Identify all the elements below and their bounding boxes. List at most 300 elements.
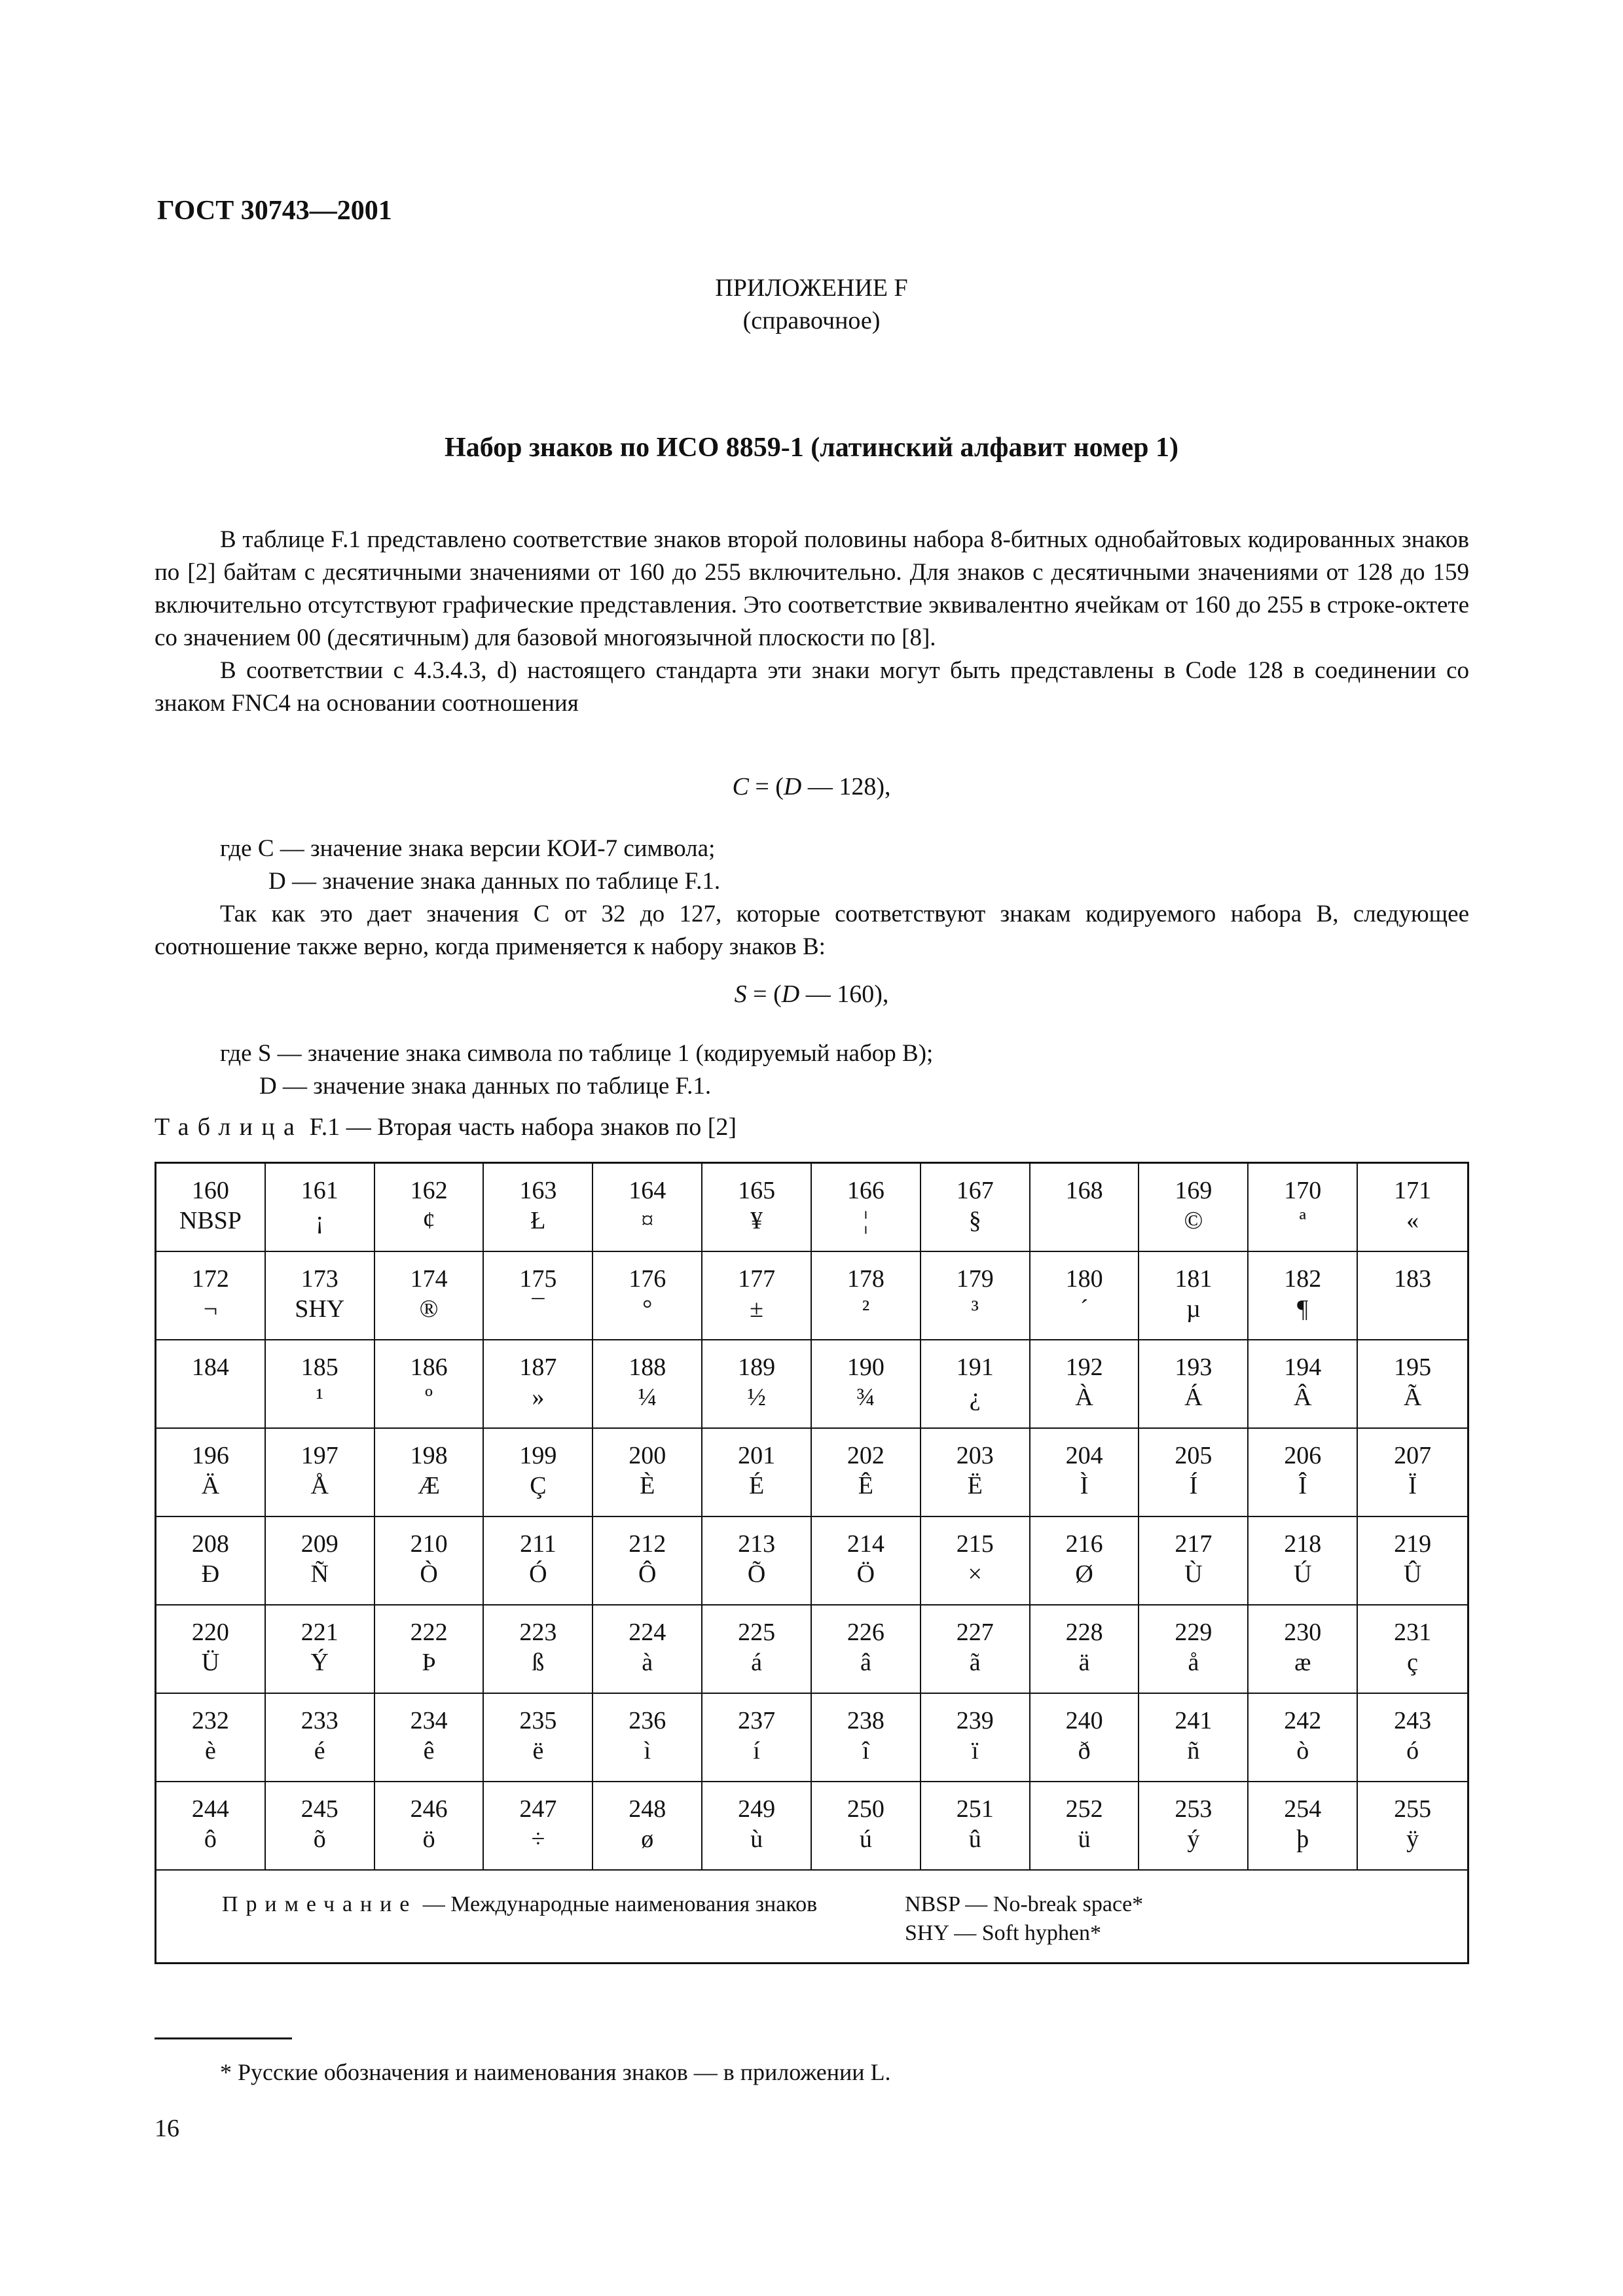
- cell-code: 230: [1284, 1619, 1322, 1646]
- cell-code: 167: [956, 1177, 994, 1204]
- table-cell: [1249, 1782, 1358, 1871]
- table-cell: [1249, 1429, 1358, 1517]
- formula-s-var: D: [781, 980, 800, 1008]
- table-cell: [266, 1782, 375, 1871]
- page-number: 16: [155, 2115, 179, 2142]
- cell-glyph: Ý: [310, 1649, 329, 1676]
- table-cell: [1249, 1605, 1358, 1694]
- table-cell: [484, 1517, 593, 1605]
- cell-glyph: ª: [1299, 1207, 1306, 1234]
- cell-glyph: Û: [1403, 1560, 1422, 1588]
- cell-glyph: ê: [423, 1737, 435, 1765]
- cell-code: 161: [301, 1177, 338, 1204]
- cell-code: 247: [519, 1795, 557, 1823]
- cell-glyph: ý: [1187, 1825, 1200, 1853]
- table-cell: [484, 1429, 593, 1517]
- cell-glyph: ì: [644, 1737, 651, 1765]
- cell-glyph: â: [860, 1649, 871, 1676]
- table-cell: [1139, 1694, 1249, 1782]
- formula-c-var: D: [783, 773, 802, 800]
- cell-glyph: Ì: [1080, 1472, 1089, 1499]
- table-cell: [812, 1782, 921, 1871]
- formula-s: [0, 980, 1623, 1009]
- cell-code: 244: [191, 1795, 229, 1823]
- cell-code: 245: [301, 1795, 338, 1823]
- cell-code: 191: [956, 1354, 994, 1381]
- table-cell: [266, 1694, 375, 1782]
- cell-glyph: Ú: [1294, 1560, 1312, 1588]
- table-cell: [484, 1782, 593, 1871]
- table-cell: [1249, 1164, 1358, 1252]
- table-cell: [1139, 1429, 1249, 1517]
- cell-glyph: é: [314, 1737, 325, 1765]
- cell-code: 168: [1065, 1177, 1103, 1204]
- table-cell: [156, 1252, 266, 1340]
- intro-text: [155, 524, 1469, 720]
- cell-glyph: Å: [310, 1472, 329, 1499]
- table-cell: [1139, 1164, 1249, 1252]
- table-cell: [484, 1694, 593, 1782]
- table-cell: [1030, 1252, 1140, 1340]
- table-cell: [156, 1782, 266, 1871]
- table-cell: [375, 1252, 484, 1340]
- table-cell: [593, 1605, 702, 1694]
- cell-glyph: ¿: [969, 1384, 981, 1411]
- table-cell: [812, 1605, 921, 1694]
- table-cell: [593, 1517, 702, 1605]
- table-cell: [1249, 1252, 1358, 1340]
- note-lines: [905, 1890, 1143, 1948]
- cell-glyph: ë: [532, 1737, 544, 1765]
- table-cell: [1139, 1517, 1249, 1605]
- table-cell: [921, 1694, 1030, 1782]
- cell-glyph: Ô: [638, 1560, 657, 1588]
- table-cell: [1139, 1340, 1249, 1429]
- cell-glyph: ¡: [315, 1207, 324, 1234]
- cell-code: 223: [519, 1619, 557, 1646]
- paragraph-3: Так как это дает значения С от 32 до 127, которые соответствуют знакам кодируемого набора В, следующее соотношение также верно, когда применяется к набору знаков В:: [155, 901, 1469, 960]
- table-cell: [1030, 1164, 1140, 1252]
- table-cell: [266, 1340, 375, 1429]
- table-cell: [156, 1340, 266, 1429]
- footnote: * Русские обозначения и наименования знаков — в приложении L.: [220, 2059, 891, 2085]
- table-cell: [812, 1517, 921, 1605]
- table-cell: [921, 1164, 1030, 1252]
- cell-glyph: ÷: [531, 1825, 545, 1853]
- cell-code: 242: [1284, 1707, 1322, 1734]
- table-cell: [266, 1164, 375, 1252]
- cell-code: 229: [1175, 1619, 1213, 1646]
- cell-code: 171: [1394, 1177, 1432, 1204]
- cell-code: 170: [1284, 1177, 1322, 1204]
- cell-glyph: Ó: [529, 1560, 547, 1588]
- definition-d-2: D — значение знака данных по таблице F.1.: [259, 1073, 712, 1100]
- table-cell: [375, 1694, 484, 1782]
- table-cell: [156, 1694, 266, 1782]
- cell-glyph: Ë: [967, 1472, 983, 1499]
- cell-code: 213: [738, 1530, 776, 1558]
- cell-code: 200: [629, 1442, 666, 1469]
- cell-glyph: ð: [1078, 1737, 1091, 1765]
- table-cell: [484, 1164, 593, 1252]
- cell-code: 185: [301, 1354, 338, 1381]
- table-cell: [921, 1429, 1030, 1517]
- cell-glyph: Ï: [1408, 1472, 1417, 1499]
- table-cell: [1030, 1782, 1140, 1871]
- cell-glyph: «: [1406, 1207, 1419, 1234]
- cell-code: 221: [301, 1619, 338, 1646]
- cell-code: 214: [847, 1530, 884, 1558]
- cell-glyph: è: [204, 1737, 216, 1765]
- cell-glyph: ¢: [422, 1207, 435, 1234]
- cell-glyph: ç: [1407, 1649, 1418, 1676]
- cell-glyph: ¾: [856, 1384, 875, 1411]
- cell-code: 195: [1394, 1354, 1432, 1381]
- table-cell: [1358, 1782, 1467, 1871]
- cell-code: 196: [191, 1442, 229, 1469]
- cell-code: 186: [410, 1354, 448, 1381]
- appendix-subtitle: (справочное): [742, 307, 881, 334]
- cell-code: 199: [519, 1442, 557, 1469]
- definition-d-1: D — значение знака данных по таблице F.1.: [268, 868, 721, 895]
- cell-code: 176: [629, 1265, 666, 1293]
- cell-code: 209: [301, 1530, 338, 1558]
- cell-glyph: Â: [1294, 1384, 1312, 1411]
- cell-glyph: ×: [968, 1560, 982, 1588]
- table-cell: [266, 1517, 375, 1605]
- cell-code: 224: [629, 1619, 666, 1646]
- cell-glyph: Æ: [418, 1472, 440, 1499]
- cell-code: 233: [301, 1707, 338, 1734]
- table-cell: [702, 1429, 812, 1517]
- cell-glyph: ´: [1080, 1295, 1089, 1323]
- cell-glyph: û: [968, 1825, 981, 1853]
- cell-glyph: ©: [1184, 1207, 1203, 1234]
- cell-code: 181: [1175, 1265, 1213, 1293]
- table-cell: [1249, 1517, 1358, 1605]
- formula-s-rest: — 160),: [799, 980, 889, 1008]
- cell-code: 215: [956, 1530, 994, 1558]
- cell-glyph: Ã: [1403, 1384, 1422, 1411]
- cell-code: 173: [301, 1265, 338, 1293]
- cell-glyph: Ł: [530, 1207, 546, 1234]
- cell-code: 248: [629, 1795, 666, 1823]
- cell-code: 220: [191, 1619, 229, 1646]
- table-cell: [1030, 1694, 1140, 1782]
- cell-code: 237: [738, 1707, 776, 1734]
- cell-code: 172: [191, 1265, 229, 1293]
- cell-glyph: õ: [313, 1825, 326, 1853]
- cell-code: 235: [519, 1707, 557, 1734]
- table-cell: [812, 1252, 921, 1340]
- paragraph-3-block: [155, 898, 1469, 963]
- cell-code: 189: [738, 1354, 776, 1381]
- cell-code: 180: [1065, 1265, 1103, 1293]
- table-cell: [484, 1605, 593, 1694]
- cell-glyph: È: [640, 1472, 655, 1499]
- cell-glyph: ¶: [1297, 1295, 1309, 1323]
- cell-code: 228: [1065, 1619, 1103, 1646]
- table-cell: [375, 1782, 484, 1871]
- cell-glyph: NBSP: [179, 1207, 242, 1234]
- cell-glyph: ã: [969, 1649, 981, 1676]
- cell-code: 169: [1175, 1177, 1213, 1204]
- table-cell: [1139, 1252, 1249, 1340]
- formula-s-eq: = (: [746, 980, 782, 1008]
- table-cell: [921, 1782, 1030, 1871]
- cell-code: 211: [520, 1530, 556, 1558]
- charset-table: [155, 1162, 1469, 1964]
- table-cell: [156, 1164, 266, 1252]
- cell-glyph: ï: [971, 1737, 979, 1765]
- cell-code: 217: [1175, 1530, 1213, 1558]
- table-cell: [156, 1517, 266, 1605]
- table-cell: [1358, 1164, 1467, 1252]
- table-cell: [1358, 1605, 1467, 1694]
- table-cell: [921, 1517, 1030, 1605]
- cell-glyph: Ü: [201, 1649, 220, 1676]
- note-nbsp: NBSP — No-break space*: [905, 1892, 1144, 1916]
- table-cell: [702, 1164, 812, 1252]
- cell-code: 162: [410, 1177, 448, 1204]
- formula-c: [0, 772, 1623, 801]
- table-cell: [812, 1164, 921, 1252]
- cell-code: 236: [629, 1707, 666, 1734]
- document-code: ГОСТ 30743—2001: [157, 196, 392, 226]
- cell-code: 241: [1175, 1707, 1213, 1734]
- cell-code: 197: [301, 1442, 338, 1469]
- cell-code: 184: [191, 1354, 229, 1381]
- cell-code: 179: [956, 1265, 994, 1293]
- table-cell: [375, 1517, 484, 1605]
- table-cell: [593, 1164, 702, 1252]
- cell-code: 243: [1394, 1707, 1432, 1734]
- cell-code: 174: [410, 1265, 448, 1293]
- cell-code: 249: [738, 1795, 776, 1823]
- table-cell: [702, 1517, 812, 1605]
- cell-glyph: Ö: [856, 1560, 875, 1588]
- cell-glyph: ó: [1406, 1737, 1419, 1765]
- table-cell: [156, 1605, 266, 1694]
- cell-glyph: ß: [532, 1649, 545, 1676]
- cell-glyph: Ð: [201, 1560, 220, 1588]
- table-cell: [1358, 1694, 1467, 1782]
- paragraph-2: В соответствии с 4.3.4.3, d) настоящего стандарта эти знаки могут быть представлены в Code 128 в соединении со знаком FNC4 на основании соотношения: [155, 657, 1469, 717]
- table-cell: [266, 1429, 375, 1517]
- cell-code: 250: [847, 1795, 884, 1823]
- table-cell: [702, 1782, 812, 1871]
- cell-glyph: Í: [1189, 1472, 1198, 1499]
- cell-code: 198: [410, 1442, 448, 1469]
- formula-s-lhs: S: [734, 980, 747, 1008]
- cell-code: 227: [956, 1619, 994, 1646]
- table-cell: [484, 1340, 593, 1429]
- table-cell: [593, 1252, 702, 1340]
- cell-code: 208: [191, 1530, 229, 1558]
- cell-code: 206: [1284, 1442, 1322, 1469]
- table-cell: [375, 1605, 484, 1694]
- formula-c-eq: = (: [748, 773, 784, 800]
- table-cell: [702, 1340, 812, 1429]
- cell-glyph: å: [1188, 1649, 1199, 1676]
- cell-glyph: î: [862, 1737, 869, 1765]
- table-cell: [593, 1429, 702, 1517]
- cell-code: 178: [847, 1265, 884, 1293]
- table-cell: [593, 1694, 702, 1782]
- cell-code: 225: [738, 1619, 776, 1646]
- cell-code: 203: [956, 1442, 994, 1469]
- cell-glyph: º: [425, 1384, 433, 1411]
- cell-glyph: Ò: [420, 1560, 438, 1588]
- definition-s: где S — значение знака символа по таблице 1 (кодируемый набор В);: [220, 1040, 934, 1067]
- cell-glyph: ¥: [750, 1207, 763, 1234]
- cell-glyph: ½: [747, 1384, 766, 1411]
- table-cell: [702, 1252, 812, 1340]
- cell-code: 239: [956, 1707, 994, 1734]
- cell-glyph: ø: [641, 1825, 654, 1853]
- cell-code: 240: [1065, 1707, 1103, 1734]
- table-cell: [702, 1694, 812, 1782]
- cell-code: 212: [629, 1530, 666, 1558]
- formula-c-rest: — 128),: [801, 773, 891, 800]
- cell-code: 246: [410, 1795, 448, 1823]
- cell-glyph: ¬: [203, 1295, 218, 1323]
- cell-glyph: ±: [750, 1295, 763, 1323]
- cell-code: 234: [410, 1707, 448, 1734]
- cell-code: 218: [1284, 1530, 1322, 1558]
- cell-glyph: Ä: [201, 1472, 220, 1499]
- cell-glyph: É: [748, 1472, 765, 1499]
- cell-code: 160: [191, 1177, 229, 1204]
- table-cell: [1030, 1517, 1140, 1605]
- table-cell: [1249, 1340, 1358, 1429]
- cell-glyph: þ: [1296, 1825, 1309, 1853]
- table-caption-label: Таблица: [155, 1113, 304, 1141]
- appendix-title: ПРИЛОЖЕНИЕ F: [715, 274, 908, 302]
- table-cell: [1358, 1252, 1467, 1340]
- cell-code: 232: [191, 1707, 229, 1734]
- table-cell: [1030, 1605, 1140, 1694]
- cell-code: 182: [1284, 1265, 1322, 1293]
- cell-glyph: á: [751, 1649, 762, 1676]
- cell-code: 226: [847, 1619, 884, 1646]
- cell-code: 187: [519, 1354, 557, 1381]
- cell-glyph: ö: [422, 1825, 435, 1853]
- definition-c: где С — значение знака версии КОИ-7 символа;: [220, 835, 716, 862]
- cell-glyph: Ç: [530, 1472, 547, 1499]
- table-cell: [812, 1694, 921, 1782]
- cell-glyph: Á: [1184, 1384, 1203, 1411]
- note-intro: — Международные наименования знаков: [417, 1892, 818, 1916]
- table-cell: [375, 1164, 484, 1252]
- cell-glyph: ü: [1078, 1825, 1091, 1853]
- cell-glyph: Ñ: [310, 1560, 329, 1588]
- cell-code: 253: [1175, 1795, 1213, 1823]
- cell-code: 193: [1175, 1354, 1213, 1381]
- cell-glyph: Õ: [747, 1560, 766, 1588]
- table-cell: [156, 1429, 266, 1517]
- table-cell: [593, 1340, 702, 1429]
- cell-glyph: ¼: [638, 1384, 657, 1411]
- table-cell: [375, 1429, 484, 1517]
- cell-code: 201: [738, 1442, 776, 1469]
- cell-glyph: °: [642, 1295, 653, 1323]
- table-cell: [1249, 1694, 1358, 1782]
- cell-code: 183: [1394, 1265, 1432, 1293]
- cell-glyph: ¦: [863, 1207, 869, 1234]
- cell-glyph: ñ: [1187, 1737, 1200, 1765]
- cell-glyph: Î: [1298, 1472, 1307, 1499]
- cell-glyph: ¤: [641, 1207, 654, 1234]
- table-cell: [702, 1605, 812, 1694]
- cell-glyph: ³: [971, 1295, 979, 1323]
- cell-code: 177: [738, 1265, 776, 1293]
- note-shy: SHY — Soft hyphen*: [905, 1921, 1102, 1945]
- cell-code: 194: [1284, 1354, 1322, 1381]
- cell-glyph: ä: [1078, 1649, 1090, 1676]
- cell-glyph: À: [1075, 1384, 1093, 1411]
- paragraph-1: В таблице F.1 представлено соответствие знаков второй половины набора 8-битных однобайтовых кодированных знаков по [2] байтам с десятичными значениями от 160 до 255 включительно. Для знаков с десятичными значениями от 128 до 159 включительно отсутствуют графические представления. Это соответствие эквивалентно ячейкам от 160 до 255 в строке-октете со значением 00 (десятичным) для базовой многоязычной плоскости по [8].: [155, 526, 1469, 651]
- cell-glyph: Þ: [422, 1649, 436, 1676]
- table-cell: [1030, 1340, 1140, 1429]
- cell-code: 166: [847, 1177, 884, 1204]
- cell-glyph: ¹: [316, 1384, 323, 1411]
- cell-code: 254: [1284, 1795, 1322, 1823]
- table-caption-text: F.1 — Вторая часть набора знаков по [2]: [303, 1113, 737, 1141]
- footnote-divider: [155, 2037, 292, 2039]
- table-cell: [1358, 1429, 1467, 1517]
- cell-code: 192: [1065, 1354, 1103, 1381]
- cell-code: 202: [847, 1442, 884, 1469]
- table-caption: [155, 1113, 737, 1141]
- table-cell: [1139, 1605, 1249, 1694]
- cell-glyph: à: [642, 1649, 653, 1676]
- cell-glyph: µ: [1186, 1295, 1201, 1323]
- cell-code: 190: [847, 1354, 884, 1381]
- table-cell: [1030, 1429, 1140, 1517]
- table-cell: [921, 1340, 1030, 1429]
- cell-glyph: í: [753, 1737, 760, 1765]
- cell-glyph: ®: [419, 1295, 439, 1323]
- cell-code: 216: [1065, 1530, 1103, 1558]
- section-title: Набор знаков по ИСО 8859-1 (латинский алфавит номер 1): [445, 433, 1178, 463]
- table-cell: [266, 1605, 375, 1694]
- cell-code: 255: [1394, 1795, 1432, 1823]
- cell-glyph: ù: [750, 1825, 763, 1853]
- cell-code: 210: [410, 1530, 448, 1558]
- cell-code: 188: [629, 1354, 666, 1381]
- cell-glyph: Ù: [1184, 1560, 1203, 1588]
- charset-grid: [156, 1164, 1467, 1871]
- cell-glyph: ²: [862, 1295, 870, 1323]
- cell-code: 231: [1394, 1619, 1432, 1646]
- cell-code: 204: [1065, 1442, 1103, 1469]
- note-label-block: [222, 1890, 817, 1919]
- table-cell: [593, 1782, 702, 1871]
- cell-code: 163: [519, 1177, 557, 1204]
- cell-glyph: Ø: [1075, 1560, 1093, 1588]
- cell-code: 164: [629, 1177, 666, 1204]
- cell-code: 219: [1394, 1530, 1432, 1558]
- cell-code: 205: [1175, 1442, 1213, 1469]
- table-cell: [812, 1340, 921, 1429]
- cell-glyph: ÿ: [1406, 1825, 1419, 1853]
- cell-glyph: §: [968, 1207, 981, 1234]
- cell-code: 238: [847, 1707, 884, 1734]
- table-cell: [1139, 1782, 1249, 1871]
- table-note: [156, 1871, 1467, 1962]
- cell-code: 207: [1394, 1442, 1432, 1469]
